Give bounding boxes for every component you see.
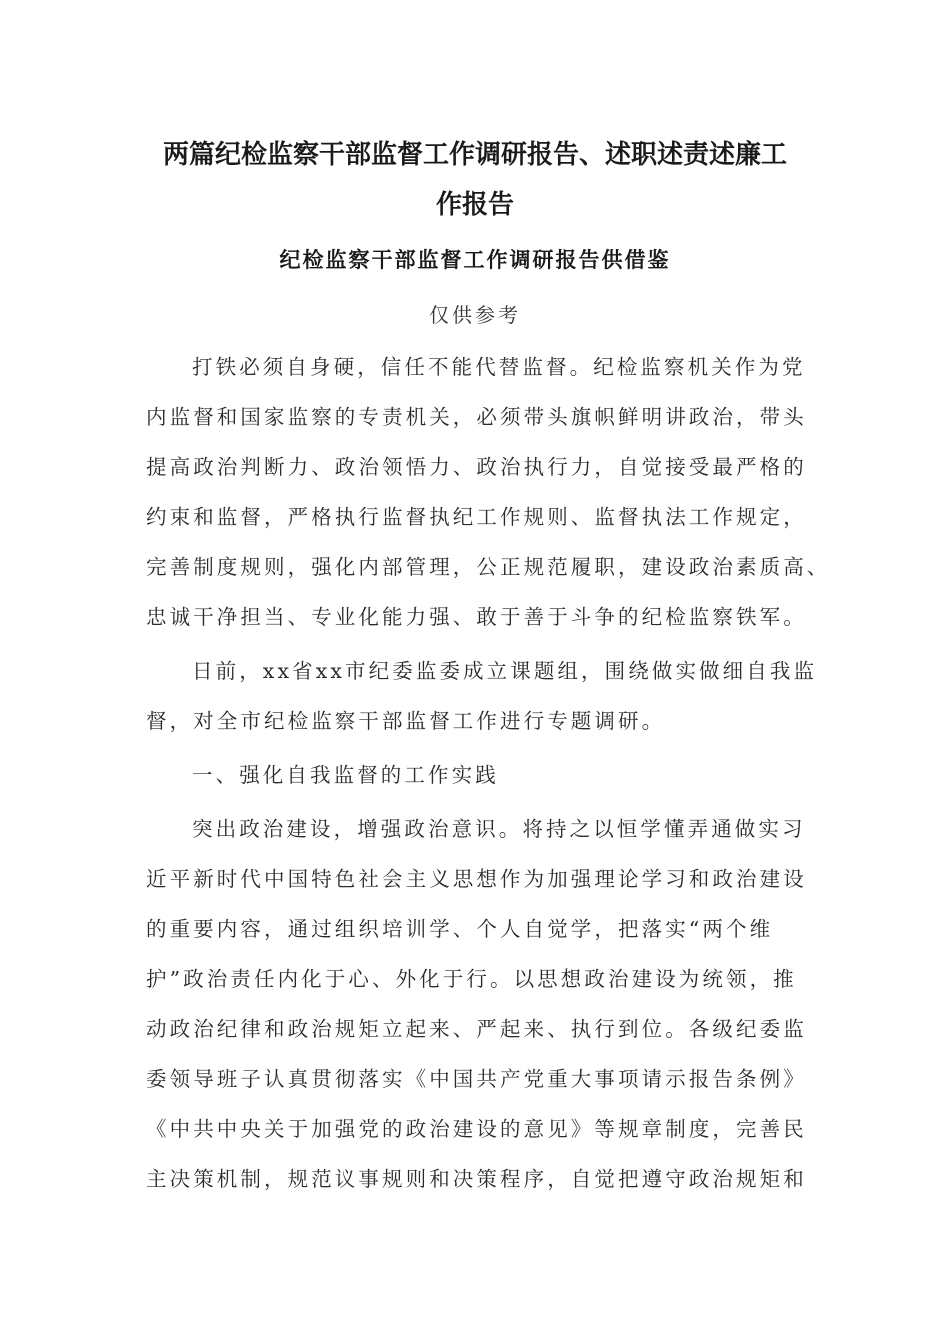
body-line: 突出政治建设，增强政治意识。将持之以恒学懂弄通做实习 [192,817,806,841]
body-line: 动政治纪律和政治规矩立起来、严起来、执行到位。各级纪委监 [146,1017,807,1041]
body-line: 内监督和国家监察的专责机关，必须带头旗帜鲜明讲政治，带头 [146,405,807,429]
document-title-line-1: 两篇纪检监察干部监督工作调研报告、述职述责述廉工 [162,140,787,170]
body-line: 打铁必须自身硬，信任不能代替监督。纪检监察机关作为党 [192,355,806,379]
body-line: 提高政治判断力、政治领悟力、政治执行力，自觉接受最严格的 [146,455,807,479]
body-line: 督，对全市纪检监察干部监督工作进行专题调研。 [146,709,666,733]
section-heading: 一、强化自我监督的工作实践 [192,763,499,787]
body-line: 的重要内容，通过组织培训学、个人自觉学，把落实“两个维 [146,917,774,941]
body-line: 完善制度规则，强化内部管理，公正规范履职，建设政治素质高、 [146,555,831,579]
document-subtitle: 纪检监察干部监督工作调研报告供借鉴 [279,247,671,272]
body-line: 委领导班子认真贯彻落实《中国共产党重大事项请示报告条例》 [146,1067,807,1091]
document-title-line-2: 作报告 [435,190,514,220]
body-line: 近平新时代中国特色社会主义思想作为加强理论学习和政治建设 [146,867,807,891]
body-line: 主决策机制，规范议事规则和决策程序，自觉把遵守政治规矩和 [146,1167,807,1191]
body-line: 忠诚干净担当、专业化能力强、敢于善于斗争的纪检监察铁军。 [146,605,807,629]
body-line: 日前，xx省xx市纪委监委成立课题组，围绕做实做细自我监 [192,659,818,683]
body-line: 护”政治责任内化于心、外化于行。以思想政治建设为统领，推 [146,967,797,991]
body-line: 《中共中央关于加强党的政治建设的意见》等规章制度，完善民 [146,1117,807,1141]
body-line: 约束和监督，严格执行监督执纪工作规则、监督执法工作规定， [146,505,807,529]
reference-note: 仅供参考 [429,303,521,327]
